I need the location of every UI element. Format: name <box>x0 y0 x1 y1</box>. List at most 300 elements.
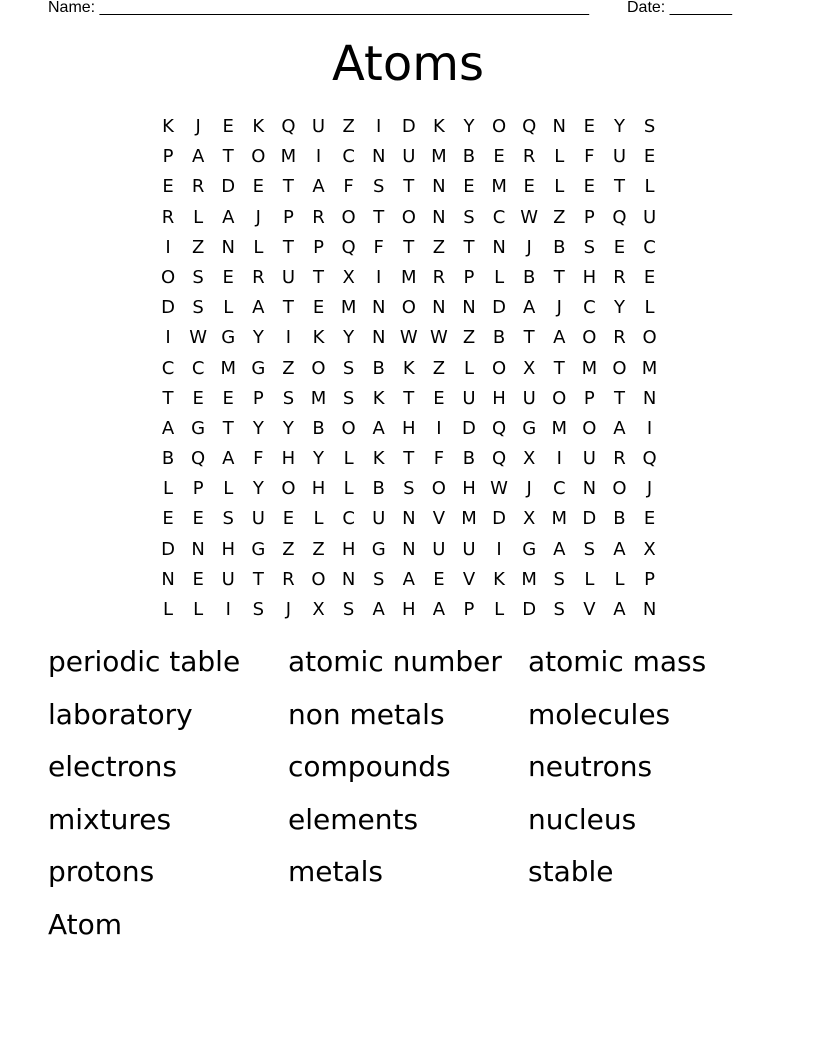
grid-letter: M <box>280 146 297 168</box>
grid-letter: B <box>372 357 385 379</box>
grid-letter: N <box>642 387 657 409</box>
grid-letter: P <box>313 236 324 258</box>
grid-row <box>153 354 665 384</box>
grid-letter: Y <box>252 417 264 439</box>
grid-letter: T <box>282 236 294 258</box>
grid-letter: D <box>522 599 537 620</box>
header-line <box>48 0 748 20</box>
grid-letter: N <box>462 297 476 319</box>
grid-letter: A <box>613 599 626 620</box>
grid-letter: U <box>642 206 657 228</box>
grid-letter: K <box>372 448 385 470</box>
grid-letter: T <box>252 568 264 590</box>
grid-letter: E <box>463 176 475 198</box>
grid-letter: L <box>494 266 505 288</box>
grid-letter: A <box>402 568 415 590</box>
grid-letter: I <box>436 417 442 439</box>
grid-letter: C <box>161 357 175 379</box>
grid-letter: S <box>583 538 596 560</box>
grid-letter: H <box>311 478 326 500</box>
grid-letter: N <box>221 236 235 258</box>
grid-letter: J <box>646 478 653 500</box>
grid-letter: O <box>552 387 567 409</box>
grid-letter: N <box>432 206 446 228</box>
grid-letter: H <box>221 538 235 560</box>
grid-letter: L <box>193 599 204 620</box>
grid-letter: O <box>341 206 356 228</box>
grid-letter: A <box>222 206 235 228</box>
grid-letter: D <box>492 508 507 530</box>
grid-letter: M <box>491 176 507 198</box>
grid-letter: S <box>342 387 355 409</box>
grid-letter: S <box>583 236 596 258</box>
word-list-item: mixtures <box>48 802 172 836</box>
grid-letter: G <box>522 538 537 560</box>
grid-letter: H <box>582 266 597 288</box>
grid-letter: Z <box>282 538 295 560</box>
grid-letter: L <box>223 478 234 500</box>
grid-letter: S <box>252 599 265 620</box>
grid-letter: E <box>433 387 445 409</box>
grid-letter: G <box>251 538 266 560</box>
grid-row <box>153 474 665 504</box>
grid-letter: C <box>552 478 566 500</box>
grid-letter: S <box>403 478 415 500</box>
grid-letter: U <box>582 448 596 470</box>
grid-letter: N <box>191 538 205 560</box>
grid-letter: C <box>583 297 596 319</box>
grid-letter: N <box>402 538 416 560</box>
word-list-item: nucleus <box>528 802 637 836</box>
grid-letter: S <box>192 297 204 319</box>
grid-letter: E <box>162 508 174 530</box>
grid-letter: I <box>225 599 231 620</box>
grid-letter: R <box>613 266 626 288</box>
grid-letter: L <box>644 297 655 319</box>
grid-letter: L <box>163 599 174 620</box>
grid-letter: Z <box>462 327 476 349</box>
grid-letter: Q <box>281 116 296 137</box>
grid-letter: C <box>492 206 506 228</box>
grid-letter: X <box>523 508 536 530</box>
grid-letter: S <box>192 266 204 288</box>
grid-letter: X <box>342 266 355 288</box>
grid-letter: D <box>161 538 175 560</box>
grid-letter: L <box>554 146 565 168</box>
grid-letter: Z <box>282 357 295 379</box>
grid-letter: W <box>490 478 508 500</box>
grid-letter: X <box>643 538 656 560</box>
grid-letter: N <box>492 236 506 258</box>
grid-letter: P <box>583 206 595 228</box>
grid-row <box>153 535 665 565</box>
grid-letter: J <box>556 297 562 319</box>
grid-letter: R <box>613 448 626 470</box>
grid-letter: Z <box>312 538 325 560</box>
word-list-row <box>48 640 768 693</box>
word-list-item: laboratory <box>48 697 193 731</box>
grid-letter: J <box>195 116 201 137</box>
grid-letter: Y <box>313 448 325 470</box>
grid-letter: O <box>642 327 657 349</box>
grid-letter: A <box>372 599 385 620</box>
grid-letter: M <box>581 357 598 379</box>
grid-letter: Y <box>252 327 264 349</box>
grid-letter: A <box>372 417 385 439</box>
grid-letter: S <box>553 568 565 590</box>
grid-letter: O <box>582 417 597 439</box>
grid-letter: N <box>402 508 416 530</box>
grid-letter: T <box>523 327 535 349</box>
grid-letter: Y <box>613 116 625 137</box>
grid-letter: T <box>403 448 415 470</box>
grid-letter: S <box>342 357 355 379</box>
grid-letter: O <box>341 417 356 439</box>
grid-letter: M <box>461 508 477 530</box>
grid-letter: U <box>462 387 476 409</box>
grid-letter: D <box>492 297 507 319</box>
grid-letter: A <box>161 417 175 439</box>
grid-letter: F <box>343 176 354 198</box>
grid-letter: B <box>553 236 566 258</box>
grid-letter: O <box>281 478 296 500</box>
grid-row <box>153 414 665 444</box>
grid-letter: I <box>315 146 322 168</box>
grid-letter: R <box>522 146 536 168</box>
grid-letter: V <box>462 568 476 590</box>
grid-letter: M <box>310 387 327 409</box>
grid-letter: N <box>582 478 597 500</box>
grid-letter: O <box>431 478 446 500</box>
word-list-item: neutrons <box>528 750 653 783</box>
grid-letter: R <box>432 266 446 288</box>
grid-letter: L <box>253 236 264 258</box>
grid-letter: E <box>493 146 505 168</box>
grid-letter: T <box>282 176 294 198</box>
grid-letter: W <box>520 206 539 228</box>
grid-letter: T <box>553 357 565 379</box>
grid-letter: I <box>165 327 171 349</box>
grid-letter: L <box>343 448 354 470</box>
grid-letter: L <box>554 176 565 198</box>
grid-letter: T <box>403 387 415 409</box>
grid-letter: U <box>281 266 296 288</box>
grid-letter: L <box>584 568 595 590</box>
grid-letter: G <box>371 538 386 560</box>
grid-letter: T <box>373 206 385 228</box>
grid-letter: T <box>553 266 565 288</box>
grid-letter: L <box>163 478 174 500</box>
word-list-item: elements <box>288 802 419 836</box>
grid-letter: Q <box>491 448 507 470</box>
grid-letter: A <box>613 417 626 439</box>
word-list-item: stable <box>528 855 614 888</box>
grid-letter: E <box>252 176 265 198</box>
grid-letter: C <box>643 236 656 258</box>
grid-letter: E <box>222 116 234 137</box>
grid-letter: P <box>583 387 595 409</box>
grid-letter: O <box>160 266 176 288</box>
grid-letter: L <box>614 568 625 590</box>
grid-letter: C <box>191 357 205 379</box>
grid-letter: M <box>431 146 447 168</box>
grid-letter: P <box>252 387 264 409</box>
word-list-row <box>48 745 768 798</box>
grid-letter: E <box>433 568 445 590</box>
grid-letter: N <box>371 327 386 349</box>
grid-letter: C <box>342 508 355 530</box>
grid-letter: Y <box>343 327 355 349</box>
grid-letter: R <box>252 266 265 288</box>
grid-letter: N <box>642 599 657 620</box>
grid-letter: P <box>282 206 294 228</box>
grid-letter: F <box>584 146 595 168</box>
grid-letter: O <box>401 297 416 319</box>
grid-letter: P <box>463 266 475 288</box>
grid-letter: I <box>556 448 562 470</box>
grid-letter: C <box>342 146 355 168</box>
grid-letter: D <box>582 508 597 530</box>
grid-letter: Q <box>491 417 507 439</box>
grid-letter: Z <box>432 357 446 379</box>
word-list-item: atomic mass <box>528 645 707 678</box>
grid-letter: N <box>432 176 446 198</box>
grid-letter: N <box>432 297 446 319</box>
grid-letter: E <box>222 387 234 409</box>
grid-letter: S <box>342 599 355 620</box>
grid-letter: V <box>583 599 596 620</box>
grid-row <box>153 293 665 323</box>
grid-letter: S <box>282 387 295 409</box>
grid-letter: V <box>432 508 446 530</box>
letter-grid <box>153 112 665 625</box>
grid-letter: D <box>161 297 175 319</box>
grid-letter: G <box>251 357 266 379</box>
grid-letter: U <box>311 116 326 137</box>
word-list <box>48 640 768 955</box>
grid-letter: S <box>553 599 565 620</box>
grid-row <box>153 444 665 474</box>
grid-letter: E <box>222 266 234 288</box>
grid-letter: L <box>223 297 234 319</box>
word-list-item: metals <box>288 855 384 888</box>
grid-letter: Z <box>553 206 566 228</box>
name-field-label: Name: _______________________________________________________ <box>48 0 589 16</box>
grid-letter: R <box>161 206 175 228</box>
grid-letter: S <box>372 568 385 590</box>
grid-letter: L <box>463 357 474 379</box>
grid-letter: P <box>463 599 475 620</box>
grid-letter: X <box>523 448 536 470</box>
grid-letter: E <box>643 508 656 530</box>
grid-letter: E <box>312 297 325 319</box>
grid-letter: L <box>343 478 354 500</box>
grid-letter: B <box>462 448 476 470</box>
grid-letter: P <box>162 146 174 168</box>
grid-letter: W <box>189 327 208 349</box>
grid-letter: B <box>312 417 325 439</box>
grid-letter: M <box>521 568 537 590</box>
grid-row <box>153 233 665 263</box>
grid-letter: K <box>432 116 445 137</box>
grid-letter: U <box>221 568 235 590</box>
grid-letter: A <box>252 297 265 319</box>
grid-letter: L <box>644 176 655 198</box>
grid-letter: S <box>643 116 656 137</box>
grid-letter: K <box>402 357 415 379</box>
grid-letter: N <box>552 116 566 137</box>
grid-letter: H <box>462 478 476 500</box>
grid-letter: D <box>462 417 476 439</box>
grid-letter: Q <box>642 448 657 470</box>
grid-letter: T <box>613 176 625 198</box>
grid-letter: A <box>553 538 566 560</box>
grid-letter: F <box>253 448 264 470</box>
grid-letter: N <box>371 146 386 168</box>
grid-letter: J <box>285 599 292 620</box>
grid-letter: X <box>312 599 325 620</box>
grid-letter: Z <box>191 236 205 258</box>
grid-row <box>153 384 665 414</box>
grid-letter: K <box>372 387 385 409</box>
word-list-item: compounds <box>288 750 451 783</box>
grid-letter: E <box>282 508 295 530</box>
grid-letter: E <box>192 568 204 590</box>
grid-letter: N <box>161 568 175 590</box>
grid-letter: U <box>612 146 627 168</box>
grid-letter: F <box>433 448 445 470</box>
grid-row <box>153 565 665 595</box>
grid-letter: Z <box>432 236 446 258</box>
grid-letter: T <box>463 236 475 258</box>
grid-letter: H <box>402 599 416 620</box>
word-list-item: molecules <box>528 697 671 731</box>
grid-letter: E <box>583 176 596 198</box>
grid-letter: M <box>340 297 357 319</box>
grid-letter: G <box>522 417 537 439</box>
grid-letter: O <box>491 357 507 379</box>
word-list-item: Atom <box>48 907 123 941</box>
grid-letter: Q <box>522 116 537 137</box>
grid-letter: E <box>192 508 204 530</box>
grid-letter: O <box>491 116 507 137</box>
word-list-item: periodic table <box>48 645 241 678</box>
grid-letter: W <box>399 327 418 349</box>
grid-letter: F <box>373 236 384 258</box>
grid-letter: L <box>193 206 204 228</box>
grid-letter: W <box>429 327 448 349</box>
grid-letter: O <box>251 146 266 168</box>
grid-letter: M <box>641 357 658 379</box>
grid-letter: I <box>165 236 171 258</box>
grid-letter: R <box>282 568 295 590</box>
grid-letter: O <box>582 327 597 349</box>
grid-letter: N <box>371 297 386 319</box>
grid-letter: S <box>372 176 385 198</box>
grid-letter: R <box>613 327 626 349</box>
grid-letter: A <box>222 448 235 470</box>
grid-letter: O <box>612 478 627 500</box>
grid-letter: H <box>492 387 506 409</box>
grid-letter: U <box>251 508 265 530</box>
date-field-label: Date: _______ <box>627 0 732 16</box>
grid-letter: K <box>162 116 174 137</box>
grid-letter: B <box>462 146 476 168</box>
grid-letter: Y <box>282 417 294 439</box>
grid-letter: K <box>493 568 505 590</box>
grid-letter: T <box>313 266 325 288</box>
grid-letter: T <box>282 297 294 319</box>
grid-letter: E <box>613 236 626 258</box>
grid-letter: H <box>402 417 416 439</box>
grid-row <box>153 263 665 293</box>
grid-letter: S <box>222 508 234 530</box>
grid-letter: E <box>192 387 204 409</box>
grid-letter: E <box>523 176 535 198</box>
grid-row <box>153 112 665 142</box>
grid-letter: U <box>522 387 536 409</box>
grid-letter: I <box>376 266 382 288</box>
grid-letter: M <box>401 266 417 288</box>
grid-row <box>153 504 665 534</box>
grid-letter: O <box>612 357 627 379</box>
grid-row <box>153 172 665 202</box>
word-list-item: protons <box>48 855 155 888</box>
grid-letter: R <box>312 206 325 228</box>
grid-letter: T <box>222 417 234 439</box>
grid-letter: J <box>255 206 261 228</box>
grid-letter: X <box>523 357 536 379</box>
grid-letter: D <box>401 116 416 137</box>
grid-row <box>153 142 665 172</box>
grid-letter: B <box>522 266 536 288</box>
word-list-item: atomic number <box>288 645 502 678</box>
grid-letter: P <box>644 568 655 590</box>
grid-letter: U <box>402 146 416 168</box>
grid-letter: M <box>220 357 236 379</box>
grid-letter: U <box>372 508 386 530</box>
grid-letter: A <box>312 176 325 198</box>
grid-letter: T <box>403 176 415 198</box>
grid-letter: A <box>613 538 626 560</box>
grid-letter: A <box>191 146 205 168</box>
grid-letter: Q <box>191 448 206 470</box>
grid-row <box>153 203 665 233</box>
grid-letter: E <box>162 176 174 198</box>
grid-letter: O <box>401 206 416 228</box>
grid-letter: P <box>192 478 204 500</box>
grid-letter: Z <box>342 116 355 137</box>
grid-letter: Q <box>612 206 627 228</box>
grid-letter: L <box>494 599 505 620</box>
grid-letter: O <box>311 357 326 379</box>
grid-letter: H <box>281 448 296 470</box>
grid-letter: T <box>403 236 415 258</box>
grid-letter: I <box>496 538 502 560</box>
grid-letter: E <box>643 146 656 168</box>
word-list-item: electrons <box>48 750 177 783</box>
grid-letter: O <box>311 568 326 590</box>
grid-letter: Y <box>613 297 625 319</box>
grid-letter: U <box>462 538 476 560</box>
grid-letter: K <box>252 116 265 137</box>
grid-letter: T <box>613 387 625 409</box>
page-title: Atoms <box>332 36 484 92</box>
grid-letter: U <box>432 538 446 560</box>
grid-letter: R <box>191 176 205 198</box>
grid-letter: A <box>432 599 446 620</box>
grid-letter: S <box>463 206 475 228</box>
